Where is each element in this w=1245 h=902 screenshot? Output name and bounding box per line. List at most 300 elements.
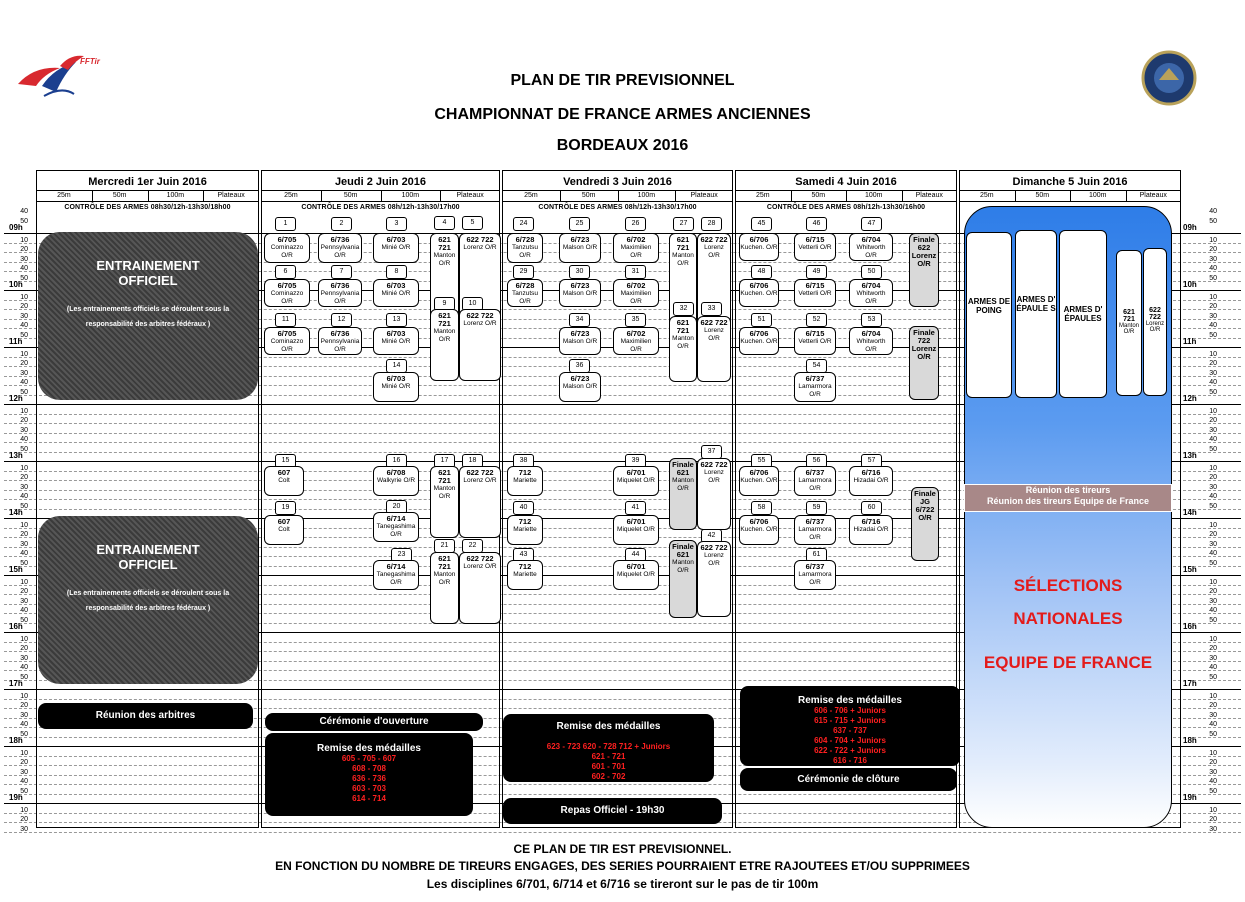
opening-ceremony: Cérémonie d'ouverture [265, 713, 483, 731]
minute-label: 30 [20, 426, 28, 434]
minute-label: 10 [20, 578, 28, 586]
hour-label: 16h [9, 622, 23, 631]
relay-number: 9 [434, 297, 455, 311]
minute-label: 10 [1209, 236, 1217, 244]
hour-label: 17h [9, 679, 23, 688]
hour-label: 15h [1183, 565, 1197, 574]
minute-label: 40 [1209, 664, 1217, 671]
relay-box: 6/704 Whitworth O/R [849, 327, 893, 355]
minute-label: 30 [1209, 711, 1217, 719]
relay-number: 30 [569, 265, 590, 279]
minute-label: 40 [1209, 493, 1217, 500]
footer-line-3: Les disciplines 6/701, 6/714 et 6/716 se tireront sur le pas de tir 100m [426, 877, 819, 891]
relay-number: 43 [513, 548, 534, 562]
relay-box: 6/702 Maximilien O/R [613, 327, 659, 355]
relay-number: 26 [625, 217, 646, 231]
relay-number: 46 [806, 217, 827, 231]
minute-label: 50 [1209, 274, 1217, 282]
relay-number: 1 [275, 217, 296, 231]
relay-number: 32 [673, 302, 694, 316]
relay-number: 15 [275, 454, 296, 468]
minute-label: 50 [1209, 331, 1217, 339]
minute-label: 30 [20, 597, 28, 605]
relay-box: 6/701 Miquelet O/R [613, 466, 659, 496]
minute-label: 10 [20, 350, 28, 358]
relay-box: 6/708 Walkyrie O/R [373, 466, 419, 496]
minute-label: 20 [1209, 645, 1217, 652]
minute-label: 10 [1209, 692, 1217, 700]
relay-box: 6/723 Malson O/R [559, 233, 601, 263]
footer-line-1: CE PLAN DE TIR EST PREVISIONNEL. [513, 842, 732, 856]
minute-label: 50 [1209, 388, 1217, 396]
relay-box: Finale 621 Manton O/R [669, 458, 697, 530]
relay-box: 622 722 Lorenz O/R [697, 316, 731, 382]
range-header: 50m [112, 192, 127, 199]
relay-box: 6/703 Minié O/R [373, 327, 419, 355]
equipe-de-france-label: EQUIPE DE FRANCE [983, 653, 1153, 672]
minute-label: 50 [20, 331, 28, 339]
minute-label: 20 [20, 816, 28, 823]
minute-label: 30 [20, 483, 28, 491]
relay-box: 6/705 Cominazzo O/R [264, 279, 310, 307]
relay-box: 622 722 Lorenz O/R [459, 466, 501, 538]
medal-line: 601 - 701 [591, 762, 626, 771]
relay-box: Finale JG 6/722 O/R [911, 487, 939, 561]
minute-label: 30 [20, 540, 28, 548]
arbitres-meeting: Réunion des arbitres [38, 703, 253, 729]
range-header: 25m [979, 192, 994, 199]
minute-label: 50 [20, 502, 28, 510]
relay-box: Finale 722 Lorenz O/R [909, 326, 939, 400]
relay-box: 607 Colt [264, 466, 304, 496]
nationales-label: NATIONALES [1013, 609, 1123, 628]
minute-label: 40 [20, 436, 28, 443]
minute-label: 10 [1209, 464, 1217, 472]
minute-label: 10 [20, 521, 28, 529]
minute-label: 40 [20, 721, 28, 728]
relay-box: 6/714 Tanegashima O/R [373, 512, 419, 542]
relay-box: 6/705 Cominazzo O/R [264, 327, 310, 355]
minute-label: 20 [1209, 816, 1217, 823]
relay-box: 6/737 Lamarmora O/R [794, 372, 836, 402]
relay-number: 4 [434, 216, 455, 230]
hour-label: 12h [9, 394, 23, 403]
relay-number: 19 [275, 501, 296, 515]
relay-box: 6/702 Maximilien O/R [613, 233, 659, 263]
relay-number: 52 [806, 313, 827, 327]
minute-label: 30 [1209, 825, 1217, 833]
relay-box: 6/723 Malson O/R [559, 372, 601, 402]
minute-label: 40 [1209, 208, 1217, 215]
range-header: Plateaux [217, 192, 245, 199]
relay-box: 712 Mariette [507, 466, 543, 496]
relay-box: 622 722 Lorenz O/R [459, 552, 501, 624]
relay-number: 8 [386, 265, 407, 279]
minute-label: 20 [1209, 588, 1217, 595]
relay-number: 31 [625, 265, 646, 279]
relay-number: 59 [806, 501, 827, 515]
minute-label: 40 [20, 664, 28, 671]
range-header: 50m [581, 192, 596, 199]
relay-number: 29 [513, 265, 534, 279]
control-note: CONTRÔLE DES ARMES 08h/12h-13h30/17h00 [301, 204, 460, 211]
range-header: 100m [637, 192, 656, 199]
relay-number: 13 [386, 313, 407, 327]
relay-number: 38 [513, 454, 534, 468]
relay-number: 21 [434, 539, 455, 553]
relay-box: 621 721 Manton O/R [669, 233, 697, 329]
medal-line: 605 - 705 - 607 [341, 754, 397, 763]
minute-label: 50 [1209, 787, 1217, 795]
minute-label: 40 [20, 265, 28, 272]
relay-number: 16 [386, 454, 407, 468]
relay-box: 6/737 Lamarmora O/R [794, 560, 836, 590]
range-header: Plateaux [1139, 192, 1167, 199]
minute-label: 30 [20, 711, 28, 719]
relay-box: 6/736 Pennsylvania O/R [318, 327, 362, 355]
relay-box: 6/702 Maximilien O/R [613, 279, 659, 307]
armes-poing-box: ARMES DE POING [966, 232, 1012, 398]
svg-text:FFTir: FFTir [80, 57, 100, 66]
minute-label: 10 [20, 749, 28, 757]
range-header: 100m [864, 192, 883, 199]
range-header: Plateaux [456, 192, 484, 199]
minute-label: 20 [1209, 702, 1217, 709]
range-header: Plateaux [690, 192, 718, 199]
minute-label: 40 [20, 550, 28, 557]
medal-line: 636 - 736 [352, 774, 386, 783]
selections-label: SÉLECTIONS [1013, 576, 1123, 595]
range-header: Plateaux [915, 192, 943, 199]
minute-label: 10 [20, 236, 28, 244]
control-note: CONTRÔLE DES ARMES 08h30/12h-13h30/18h00 [64, 204, 231, 211]
hour-label: 09h [1183, 223, 1197, 232]
relay-number: 35 [625, 313, 646, 327]
relay-box: 621 721 Manton O/R [669, 316, 697, 382]
minute-label: 40 [1209, 265, 1217, 272]
relay-box: Finale 622 Lorenz O/R [909, 233, 939, 307]
minute-label: 50 [20, 274, 28, 282]
relay-box: 712 Mariette [507, 515, 543, 545]
relay-box: 6/703 Minié O/R [373, 233, 419, 263]
medal-line: 606 - 706 + Juniors [814, 706, 886, 715]
range-header: 25m [755, 192, 770, 199]
shooters-meeting: Réunion des tireurs Réunion des tireurs Equipe de France [964, 484, 1172, 512]
minute-label: 50 [20, 445, 28, 453]
armes-epaules-box-2: ARMES D' ÉPAULES [1059, 230, 1107, 398]
day-label: Mercredi 1er Juin 2016 [88, 176, 207, 188]
medal-line: 623 - 723 620 - 728 712 + Juniors [546, 742, 671, 751]
minute-label: 50 [1209, 673, 1217, 681]
relay-box: 6/736 Pennsylvania O/R [318, 279, 362, 307]
minute-label: 20 [20, 531, 28, 538]
medal-line: 602 - 702 [591, 772, 626, 781]
hour-label: 16h [1183, 622, 1197, 631]
minute-label: 50 [1209, 217, 1217, 225]
minute-label: 20 [20, 474, 28, 481]
medals-thursday: Remise des médailles 605 - 705 - 607 608 - 708 636 - 736 603 - 703 614 - 714 [265, 733, 473, 816]
day-label: Vendredi 3 Juin 2016 [563, 176, 672, 188]
hour-label: 18h [9, 736, 23, 745]
relay-number: 49 [806, 265, 827, 279]
relay-box: 6/736 Pennsylvania O/R [318, 233, 362, 263]
minute-label: 10 [1209, 350, 1217, 358]
range-header: 100m [1088, 192, 1107, 199]
medal-line: 615 - 715 + Juniors [814, 716, 886, 725]
medal-line: 604 - 704 + Juniors [814, 736, 886, 745]
minute-label: 30 [1209, 426, 1217, 434]
relay-number: 27 [673, 217, 694, 231]
relay-number: 44 [625, 548, 646, 562]
relay-box: 622 722 Lorenz O/R [459, 233, 501, 329]
minute-label: 20 [20, 645, 28, 652]
sunday-622-box: 622 722 Lorenz O/R [1143, 248, 1167, 396]
relay-box: 6/716 Hizadai O/R [849, 466, 893, 496]
relay-box: 6/715 Vetterli O/R [794, 327, 836, 355]
training-block-morning: ENTRAINEMENT OFFICIEL (Les entrainements officiels se déroulent sous la responsabilité des arbitres fédéraux ) [38, 232, 258, 400]
relay-number: 17 [434, 454, 455, 468]
relay-number: 3 [386, 217, 407, 231]
medal-line: 614 - 714 [352, 794, 386, 803]
minute-label: 30 [20, 825, 28, 833]
range-header: 50m [811, 192, 826, 199]
relay-box: 621 721 Manton O/R [430, 309, 459, 381]
relay-box: 621 721 Manton O/R [430, 552, 459, 624]
relay-number: 28 [701, 217, 722, 231]
minute-label: 10 [1209, 635, 1217, 643]
relay-box: 6/716 Hizadai O/R [849, 515, 893, 545]
minute-label: 40 [20, 607, 28, 614]
relay-number: 40 [513, 501, 534, 515]
armes-epaules-box-1: ARMES D' ÉPAULE S [1015, 230, 1057, 398]
range-header: 50m [343, 192, 358, 199]
minute-label: 30 [1209, 597, 1217, 605]
relay-box: 6/728 Tanzutsu O/R [507, 279, 543, 307]
medal-line: 616 - 716 [833, 756, 867, 765]
relay-box: 607 Colt [264, 515, 304, 545]
minute-label: 50 [20, 730, 28, 738]
hour-label: 10h [9, 280, 23, 289]
minute-label: 20 [20, 360, 28, 367]
control-note: CONTRÔLE DES ARMES 08h/12h-13h30/16h00 [766, 204, 926, 211]
relay-number: 18 [462, 454, 483, 468]
relay-number: 55 [751, 454, 772, 468]
relay-number: 50 [861, 265, 882, 279]
minute-label: 50 [20, 673, 28, 681]
minute-label: 30 [1209, 654, 1217, 662]
closing-ceremony: Cérémonie de clôture [740, 768, 957, 791]
title-line-2: CHAMPIONNAT DE FRANCE ARMES ANCIENNES [434, 106, 811, 123]
relay-number: 54 [806, 359, 827, 373]
minute-label: 30 [1209, 768, 1217, 776]
minute-label: 30 [1209, 483, 1217, 491]
minute-label: 50 [20, 559, 28, 567]
relay-number: 41 [625, 501, 646, 515]
range-header: 100m [166, 192, 185, 199]
minute-label: 40 [20, 379, 28, 386]
relay-box: Finale 621 Manton O/R [669, 540, 697, 618]
minute-label: 20 [20, 759, 28, 766]
hour-label: 09h [9, 223, 23, 232]
day-label: Jeudi 2 Juin 2016 [334, 176, 427, 188]
relay-number: 37 [701, 445, 722, 459]
minute-label: 40 [1209, 607, 1217, 614]
relay-number: 20 [386, 500, 407, 514]
minute-label: 50 [1209, 559, 1217, 567]
control-note: CONTRÔLE DES ARMES 08h/12h-13h30/17h00 [538, 204, 697, 211]
hour-label: 14h [9, 508, 23, 517]
minute-label: 10 [20, 635, 28, 643]
minute-label: 10 [20, 464, 28, 472]
relay-box: 6/705 Cominazzo O/R [264, 233, 310, 263]
relay-number: 42 [701, 529, 722, 543]
minute-label: 40 [20, 208, 28, 215]
sunday-621-box: 621 721 Manton O/R [1116, 250, 1142, 396]
minute-label: 30 [20, 768, 28, 776]
relay-number: 23 [391, 548, 412, 562]
minute-label: 40 [1209, 721, 1217, 728]
minute-label: 20 [1209, 531, 1217, 538]
minute-label: 20 [1209, 246, 1217, 253]
relay-number: 2 [331, 217, 352, 231]
relay-box: 6/703 Minié O/R [373, 372, 419, 402]
relay-box: 6/715 Vetterli O/R [794, 279, 836, 307]
relay-number: 33 [701, 302, 722, 316]
relay-box: 6/701 Miquelet O/R [613, 515, 659, 545]
minute-label: 30 [20, 312, 28, 320]
hour-label: 11h [9, 337, 23, 346]
minute-label: 50 [20, 616, 28, 624]
relay-box: 621 721 Manton O/R [430, 233, 459, 329]
hour-label: 12h [1183, 394, 1197, 403]
relay-box: 6/737 Lamarmora O/R [794, 515, 836, 545]
relay-box: 621 721 Manton O/R [430, 466, 459, 538]
hour-label: 13h [1183, 451, 1197, 460]
minute-label: 20 [20, 417, 28, 424]
relay-number: 53 [861, 313, 882, 327]
minute-label: 10 [1209, 578, 1217, 586]
relay-number: 51 [751, 313, 772, 327]
minute-line [4, 832, 1241, 833]
relay-number: 7 [331, 265, 352, 279]
minute-label: 30 [1209, 312, 1217, 320]
minute-label: 20 [20, 303, 28, 310]
relay-box: 6/701 Miquelet O/R [613, 560, 659, 590]
relay-number: 57 [861, 454, 882, 468]
minute-label: 10 [1209, 749, 1217, 757]
relay-box: 6/706 Kuchen. O/R [739, 515, 779, 545]
relay-box: 6/706 Kuchen. O/R [739, 279, 779, 307]
relay-number: 22 [462, 539, 483, 553]
relay-number: 25 [569, 217, 590, 231]
hour-label: 19h [9, 793, 23, 802]
medal-line: 621 - 721 [591, 752, 626, 761]
relay-box: 622 722 Lorenz O/R [459, 309, 501, 381]
hour-label: 19h [1183, 793, 1197, 802]
relay-number: 48 [751, 265, 772, 279]
relay-box: 6/704 Whitworth O/R [849, 279, 893, 307]
relay-box: 6/715 Vetterli O/R [794, 233, 836, 261]
relay-number: 47 [861, 217, 882, 231]
minute-label: 20 [20, 246, 28, 253]
relay-box: 622 722 Lorenz O/R [697, 458, 731, 530]
minute-label: 30 [20, 654, 28, 662]
range-header: 25m [284, 192, 298, 199]
minute-label: 20 [20, 702, 28, 709]
hour-label: 11h [1183, 337, 1197, 346]
training-block-afternoon: ENTRAINEMENT OFFICIEL (Les entrainements officiels se déroulent sous la responsabilité des arbitres fédéraux ) [38, 516, 258, 684]
range-header: 25m [57, 192, 71, 199]
relay-box: 712 Mariette [507, 560, 543, 590]
minute-label: 50 [1209, 616, 1217, 624]
range-header: 100m [401, 192, 420, 199]
relay-box: 6/723 Malson O/R [559, 279, 601, 307]
minute-label: 50 [20, 217, 28, 225]
relay-number: 58 [751, 501, 772, 515]
minute-label: 20 [1209, 759, 1217, 766]
minute-label: 50 [20, 787, 28, 795]
relay-number: 11 [275, 313, 296, 327]
minute-label: 40 [1209, 778, 1217, 785]
relay-number: 5 [462, 216, 483, 230]
minute-label: 10 [20, 293, 28, 301]
minute-label: 20 [1209, 303, 1217, 310]
minute-label: 40 [1209, 379, 1217, 386]
minute-label: 30 [20, 255, 28, 263]
relay-box: 6/728 Tanzutsu O/R [507, 233, 543, 263]
relay-box: 6/704 Whitworth O/R [849, 233, 893, 261]
minute-label: 20 [1209, 360, 1217, 367]
footer-line-2: EN FONCTION DU NOMBRE DE TIREURS ENGAGES, DES SERIES POURRAIENT ETRE RAJOUTEES ET/OU SUPPRIMEES [275, 859, 970, 873]
relay-number: 36 [569, 359, 590, 373]
medals-saturday: Remise des médailles 606 - 706 + Juniors 615 - 715 + Juniors 637 - 737 604 - 704 + Juniors 622 - 722 + Juniors 616 - 716 [740, 686, 960, 766]
range-header: 25m [524, 192, 538, 199]
day-label: Dimanche 5 Juin 2016 [1012, 176, 1128, 188]
relay-box: 6/706 Kuchen. O/R [739, 466, 779, 496]
minute-label: 40 [20, 493, 28, 500]
relay-number: 12 [331, 313, 352, 327]
medal-line: 608 - 708 [352, 764, 386, 773]
minute-label: 40 [1209, 436, 1217, 443]
minute-label: 50 [1209, 502, 1217, 510]
official-dinner: Repas Officiel - 19h30 [503, 798, 722, 824]
range-header: 50m [1035, 192, 1050, 199]
relay-number: 60 [861, 501, 882, 515]
minute-label: 30 [20, 369, 28, 377]
minute-label: 10 [20, 407, 28, 415]
hour-label: 15h [9, 565, 23, 574]
minute-label: 10 [1209, 521, 1217, 529]
minute-label: 40 [20, 778, 28, 785]
relay-number: 45 [751, 217, 772, 231]
minute-label: 30 [1209, 369, 1217, 377]
hour-label: 13h [9, 451, 23, 460]
minute-label: 30 [1209, 540, 1217, 548]
hour-label: 14h [1183, 508, 1197, 517]
relay-box: 6/723 Malson O/R [559, 327, 601, 355]
relay-number: 61 [806, 548, 827, 562]
relay-number: 34 [569, 313, 590, 327]
title-line-1: PLAN DE TIR PREVISIONNEL [510, 72, 735, 89]
minute-label: 50 [20, 388, 28, 396]
relay-number: 10 [462, 297, 483, 311]
minute-label: 50 [1209, 445, 1217, 453]
relay-number: 39 [625, 454, 646, 468]
relay-box: 6/737 Lamarmora O/R [794, 466, 836, 496]
hour-label: 18h [1183, 736, 1197, 745]
minute-label: 10 [20, 692, 28, 700]
hour-label: 10h [1183, 280, 1197, 289]
